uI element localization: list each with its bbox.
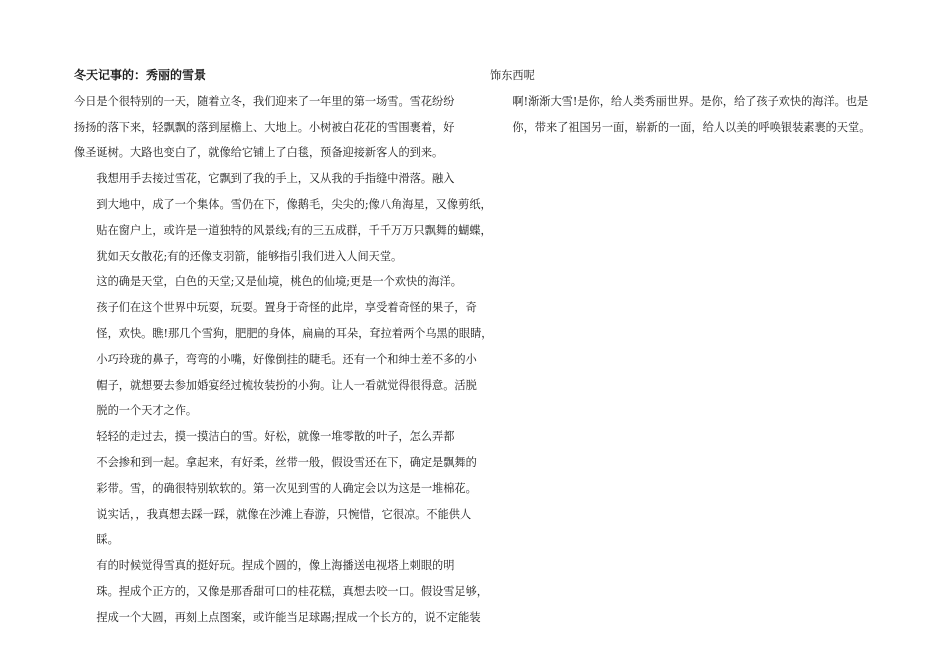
text-line: 犹如天女散花;有的还像支羽箭，能够指引我们进入人间天堂。 — [96, 249, 403, 263]
text-line: 珠。捏成个正方的，又像是那香甜可口的桂花糕，真想去咬一口。假设雪足够， — [96, 584, 488, 598]
paragraph — [490, 63, 872, 89]
text-line: 这的确是天堂，白色的天堂;又是仙境，桃色的仙境;更是一个欢快的海洋。 — [96, 275, 462, 289]
text-line: 像圣诞树。大路也变白了，就像给它铺上了白毯，预备迎接新客人的到来。 — [74, 146, 444, 160]
text-line: 啊!渐渐大雪!是你，给人类秀丽世界。是你，给了孩子欢快的海洋。也是 — [512, 94, 869, 108]
paragraph — [74, 269, 493, 424]
text-line: 我想用手去接过雪花，它飘到了我的手上，又从我的手指缝中滑落。融入 — [96, 172, 455, 186]
left-column — [74, 63, 493, 631]
text-line: 孩子们在这个世界中玩耍，玩耍。置身于奇怪的此岸，享受着奇怪的果子，奇 — [96, 301, 477, 315]
paragraph — [74, 166, 492, 269]
text-line: 轻轻的走过去，摸一摸洁白的雪。好松，就像一堆零散的叶子，怎么弄都 — [96, 430, 455, 444]
text-line: 不会掺和到一起。拿起来，有好柔，丝带一般，假设雪还在下，确定是飘舞的 — [96, 455, 477, 469]
text-line: 彩带。雪，的确很特别软软的。第一次见到雪的人确定会以为这是一堆棉花。 — [96, 481, 477, 495]
paragraph — [74, 89, 462, 166]
text-line: 睬。 — [96, 533, 119, 547]
text-line: 到大地中，成了一个集体。雪仍在下，像鹅毛，尖尖的;像八角海星，又像剪纸， — [96, 197, 492, 211]
right-column-body — [490, 63, 872, 140]
text-line: 有的时候觉得雪真的挺好玩。捏成个圆的，像上海播送电视塔上刺眼的明 — [96, 559, 455, 573]
left-column-body — [74, 89, 493, 631]
text-line: 怪，欢快。瞧!那几个雪狗，肥肥的身体，扁扁的耳朵，耷拉着两个乌黑的眼睛， — [96, 326, 493, 340]
text-line: 扬扬的落下来，轻飘飘的落到屋檐上、大地上。小树被白花花的雪围裹着，好 — [74, 120, 455, 134]
right-column — [490, 63, 872, 140]
document-title: 冬天记事的：秀丽的雪景 — [74, 68, 207, 82]
paragraph — [74, 553, 488, 630]
text-line: 饰东西呢 — [490, 69, 535, 82]
text-line: 帽子，就想要去参加婚宴经过梳妆装扮的小狗。让人一看就觉得很得意。活脱 — [96, 378, 477, 392]
text-line: 脱的一个天才之作。 — [96, 404, 198, 418]
text-line: 说实话，，我真想去踩一踩，就像在沙滩上春游，只惋惜，它很凉。不能供人 — [96, 507, 472, 521]
paragraph — [490, 89, 872, 141]
paragraph — [74, 424, 477, 553]
text-line: 贴在窗户上，或许是一道独特的风景线;有的三五成群，千千万万只飘舞的蝴蝶， — [96, 223, 492, 237]
text-line: 你，带来了祖国另一面，崭新的一面，给人以美的呼唤银装素裹的天堂。 — [512, 120, 871, 134]
text-line: 今日是个很特别的一天，随着立冬，我们迎来了一年里的第一场雪。雪花纷纷 — [74, 94, 455, 108]
text-line: 小巧玲珑的鼻子，弯弯的小嘴，好像倒挂的睫毛。还有一个和绅士差不多的小 — [96, 352, 477, 366]
text-line: 捏成一个大圆，再刻上点图案，或许能当足球踢;捏成一个长方的，说不定能装 — [96, 610, 481, 624]
